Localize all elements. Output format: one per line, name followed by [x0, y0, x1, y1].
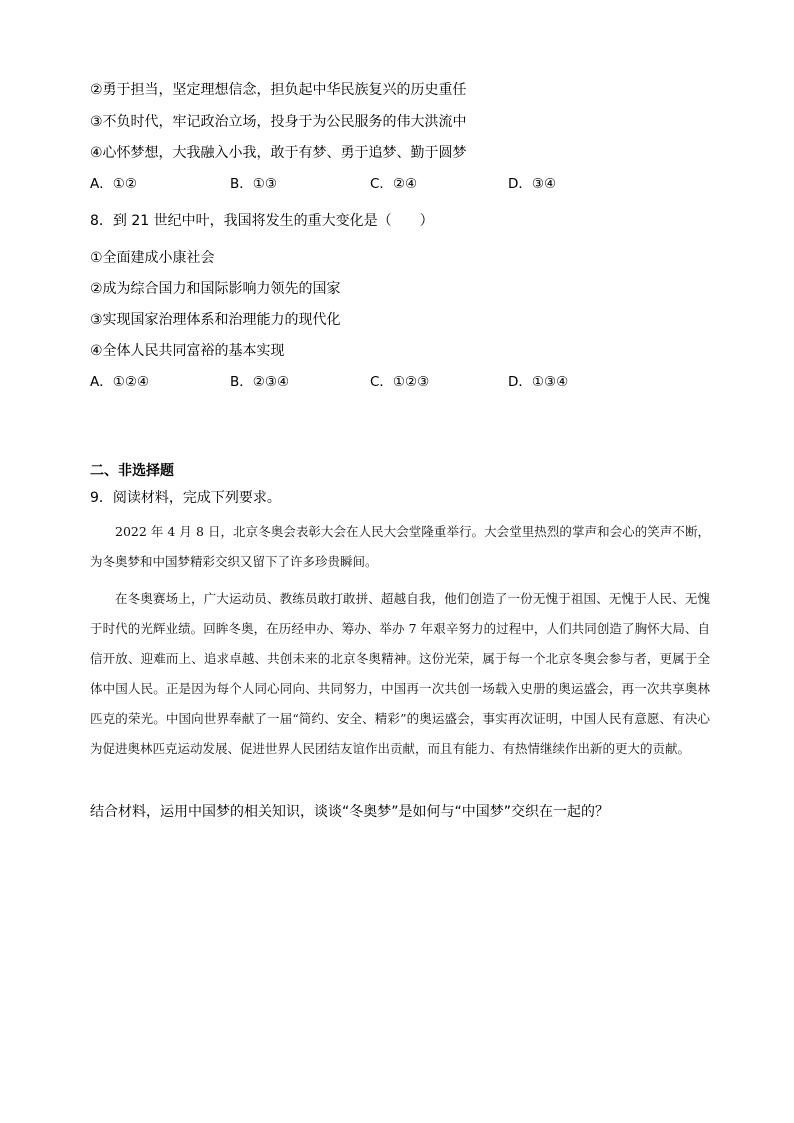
q7-option-a[interactable]: A．①② — [90, 176, 137, 192]
q8-item-4: ④全体人民共同富裕的基本实现 — [90, 343, 285, 359]
q7-option-c[interactable]: C．②④ — [370, 176, 418, 192]
q8-option-c[interactable]: C．①②③ — [370, 374, 430, 390]
q8-option-d[interactable]: D．①③④ — [508, 374, 569, 390]
q8-options — [90, 372, 710, 392]
section-title: 二、非选择题 — [90, 463, 174, 479]
q9-stem: 9．阅读材料，完成下列要求。 — [90, 490, 281, 506]
q9-question: 结合材料，运用中国梦的相关知识，谈谈“冬奥梦”是如何与“中国梦”交织在一起的？ — [90, 804, 610, 820]
q7-item-3: ③不负时代，牢记政治立场，投身于为公民服务的伟大洪流中 — [90, 114, 467, 130]
q8-option-b[interactable]: B．②③④ — [230, 374, 290, 390]
q7-item-4: ④心怀梦想，大我融入小我，敢于有梦、勇于追梦、勤于圆梦 — [90, 145, 467, 161]
q8-item-2: ②成为综合国力和国际影响力领先的国家 — [90, 281, 341, 297]
q9-material — [90, 517, 710, 771]
q7-options — [90, 174, 710, 194]
q8-item-1: ①全面建成小康社会 — [90, 250, 215, 266]
q9-material-paragraph-1: 2022 年 4 月 8 日，北京冬奥会表彰大会在人民大会堂隆重举行。大会堂里热烈的掌声和会心的笑声不断，为冬奥梦和中国梦精彩交织又留下了许多珍贵瞬间。 — [90, 524, 710, 569]
q7-option-d[interactable]: D．③④ — [508, 176, 557, 192]
q8-item-3: ③实现国家治理体系和治理能力的现代化 — [90, 312, 341, 328]
q9-material-paragraph-2: 在冬奥赛场上，广大运动员、教练员敢打敢拼、超越自我，他们创造了一份无愧于祖国、无愧于人民、无愧于时代的光辉业绩。回眸冬奥，在历经申办、筹办、举办 7 年艰辛努力的过程中，人们共同创造了胸怀大局、自信开放、迎难而上、追求卓越、共创未来的北京冬奥精神。这份光荣，属于每一个北京冬奥会参与者，更属于全体中国人民。正是因为每个人同心同向、共同努力，中国再一次共创一场载入史册的奥运盛会，再一次共享奥林匹克的荣光。中国向世界奉献了一届“简约、安全、精彩”的奥运盛会，事实再次证明，中国人民有意愿、有决心为促进奥林匹克运动发展、促进世界人民团结友谊作出贡献，而且有能力、有热情继续作出新的更大的贡献。 — [90, 591, 710, 756]
q8-option-a[interactable]: A．①②④ — [90, 374, 150, 390]
q7-item-2: ②勇于担当，坚定理想信念，担负起中华民族复兴的历史重任 — [90, 82, 467, 98]
q8-stem: 8．到 21 世纪中叶，我国将发生的重大变化是（ ） — [90, 213, 434, 229]
q7-option-b[interactable]: B．①③ — [230, 176, 277, 192]
